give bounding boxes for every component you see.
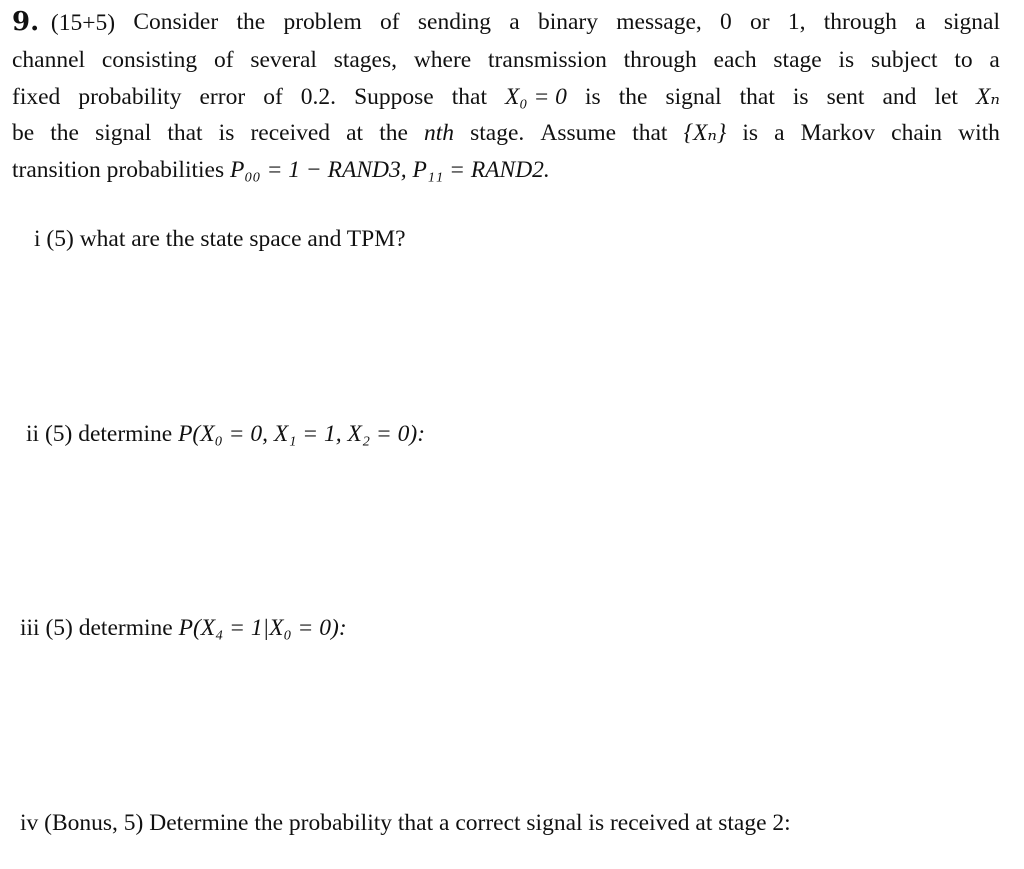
math-x0-equals-0: X₀ = 0 [505, 84, 567, 110]
part-label: i [34, 226, 41, 252]
word: and [882, 84, 917, 110]
part-math: P(X₄ = 1|X₀ = 0): [178, 615, 347, 641]
word: message, [616, 9, 702, 35]
part-iv [20, 810, 791, 837]
word: sending [417, 9, 491, 35]
transition-text: transition probabilities [12, 157, 225, 183]
word: where [413, 47, 472, 73]
word: is [584, 84, 601, 110]
word: received [250, 120, 331, 146]
word: signal [95, 120, 152, 146]
part-points: (5) [45, 615, 73, 641]
word: is [792, 84, 809, 110]
word: through [623, 47, 697, 73]
word: binary [537, 9, 598, 35]
word: a [774, 120, 785, 146]
part-label: iii [20, 615, 40, 641]
word: is [742, 120, 759, 146]
word: each [713, 47, 757, 73]
word: stage [773, 47, 822, 73]
word: is [218, 120, 235, 146]
word: Consider [133, 9, 219, 35]
word: let [934, 84, 958, 110]
word: error [199, 84, 246, 110]
word: to [954, 47, 973, 73]
word: consisting [101, 47, 198, 73]
part-text: determine [78, 421, 173, 447]
word: problem [283, 9, 362, 35]
part-points: (5) [44, 421, 73, 447]
word: of [263, 84, 283, 110]
word: that [632, 120, 668, 146]
part-points: (Bonus, 5) [44, 810, 144, 836]
word: 0.2. [300, 84, 337, 110]
word: fixed [12, 84, 61, 110]
word: stages, [333, 47, 398, 73]
word: Markov [800, 120, 876, 146]
word: the [236, 9, 266, 35]
word: Assume [540, 120, 617, 146]
word: a [915, 9, 926, 35]
word: that [739, 84, 775, 110]
word: a [509, 9, 520, 35]
word: signal [665, 84, 722, 110]
part-label: iv [20, 810, 39, 836]
word: at [346, 120, 364, 146]
word: Suppose [354, 84, 434, 110]
problem-line-1 [12, 3, 1000, 42]
word: of [213, 47, 234, 73]
word: through [823, 9, 897, 35]
word: a [989, 47, 1000, 73]
word: chain [891, 120, 943, 146]
part-math: P(X₀ = 0, X₁ = 1, X₂ = 0): [178, 421, 426, 447]
word: stage. [470, 120, 525, 146]
word: that [451, 84, 488, 110]
part-text: what are the state space and TPM? [79, 226, 406, 252]
word: the [618, 84, 648, 110]
problem-line-5 [12, 151, 1000, 189]
word: be [12, 120, 35, 146]
math-transition-probabilities: P₀₀ = 1 − RAND3, P₁₁ = RAND2. [230, 157, 550, 183]
math-nth: nth [424, 120, 455, 146]
part-label: ii [26, 421, 40, 447]
word: signal [943, 9, 1000, 35]
word: or [750, 9, 770, 35]
problem-points: (15+5) [50, 10, 116, 36]
math-set-xn: {Xₙ} [683, 120, 727, 146]
part-i [34, 226, 406, 253]
word: sent [826, 84, 865, 110]
word: channel [12, 47, 86, 73]
math-xn: Xₙ [976, 84, 1000, 110]
word: subject [870, 47, 938, 73]
part-text: Determine the probability that a correct signal is received at stage 2: [149, 810, 791, 836]
word: probability [78, 84, 182, 110]
word: is [838, 47, 855, 73]
word: 1, [787, 9, 806, 35]
word: 0 [720, 9, 732, 35]
word: the [50, 120, 79, 146]
word: of [380, 9, 400, 35]
problem-line-4 [12, 114, 1000, 152]
word: with [958, 120, 1000, 146]
word: the [379, 120, 408, 146]
word: transmission [488, 47, 607, 73]
part-text: determine [78, 615, 173, 641]
problem-number: 9. (15+5) [12, 7, 116, 37]
problem-line-2 [12, 41, 1000, 79]
word: several [250, 47, 317, 73]
word: that [167, 120, 203, 146]
part-iii [20, 615, 347, 642]
part-points: (5) [46, 226, 74, 252]
part-ii [26, 421, 425, 448]
problem-line-3 [12, 78, 1000, 116]
